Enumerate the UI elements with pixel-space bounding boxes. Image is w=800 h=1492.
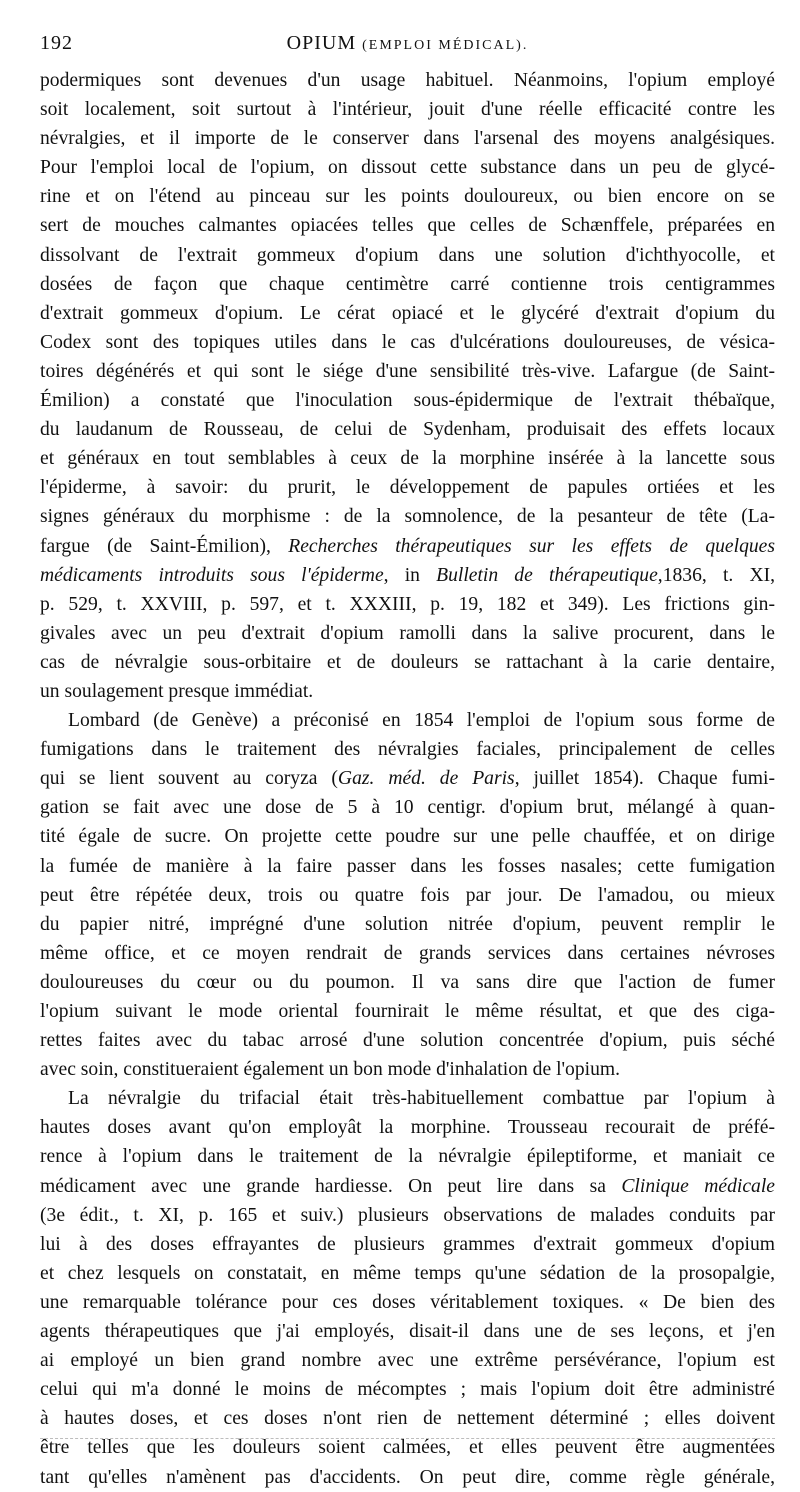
text-line: un soulagement presque immédiat. xyxy=(40,680,314,702)
text-line: peut être répétée deux, trois ou quatre fois par jour. De l'amadou, ou mieux xyxy=(40,884,775,906)
text-line: lui à des doses effrayantes de plusieurs grammes d'extrait gommeux d'opium xyxy=(40,1233,775,1255)
text-line: dissolvant de l'extrait gommeux d'opium dans une solution d'ichthyocolle, et xyxy=(40,244,775,266)
text-line: givales avec un peu d'extrait d'opium ramolli dans la salive procurent, dans le xyxy=(40,622,775,644)
text-line: névralgies, et il importe de le conserver dans l'arsenal des moyens analgésiques. xyxy=(40,128,775,150)
text-line: p. 529, t. XXVIII, p. 597, et t. XXXIII, p. 19, 182 et 349). Les frictions gin- xyxy=(40,593,775,615)
text-line: (3e édit., t. XI, p. 165 et suiv.) plusieurs observations de malades conduits par xyxy=(40,1204,775,1226)
text-line xyxy=(40,532,775,561)
text-line: l'épiderme, à savoir: du prurit, le développement de papules ortiées et les xyxy=(40,477,775,499)
text-line: d'extrait gommeux d'opium. Le cérat opiacé et le glycéré d'extrait d'opium du xyxy=(40,302,775,324)
text-line: celui qui m'a donné le moins de mécomptes ; mais l'opium doit être administré xyxy=(40,1379,775,1401)
text-line: Émilion) a constaté que l'inoculation sous-épidermique de l'extrait thébaïque, xyxy=(40,390,775,412)
text-line: agents thérapeutiques que j'ai employés, disait-il dans une de ses leçons, et j'en xyxy=(40,1321,775,1343)
text-run: ,1836, t. XI, xyxy=(657,564,776,586)
running-title-sub: (EMPLOI MÉDICAL). xyxy=(362,38,529,53)
citation-title: médicaments introduits sous l'épiderme xyxy=(40,564,384,586)
running-header xyxy=(40,32,775,60)
text-line xyxy=(40,1172,775,1201)
text-line: être telles que les douleurs soient calmées, et elles peuvent être augmentées xyxy=(40,1437,775,1459)
text-line: du papier nitré, imprégné d'une solution nitrée d'opium, peuvent remplir le xyxy=(40,913,775,935)
text-line: Lombard (de Genève) a préconisé en 1854 l'emploi de l'opium sous forme de xyxy=(68,710,775,732)
text-line: podermiques sont devenues d'un usage habituel. Néanmoins, l'opium employé xyxy=(40,70,775,91)
text-line: même office, et ce moyen rendrait de grands services dans certaines névroses xyxy=(40,942,775,964)
text-line: fumigations dans le traitement des névralgies faciales, principalement de celles xyxy=(40,739,775,761)
text-line xyxy=(40,561,775,590)
text-line: l'opium suivant le mode oriental fournirait le même résultat, et que des ciga- xyxy=(40,1001,775,1022)
text-line: sert de mouches calmantes opiacées telles que celles de Schænffele, préparées en xyxy=(40,215,775,237)
text-line: hautes doses avant qu'on employât la morphine. Trousseau recourait de préfé- xyxy=(40,1117,775,1139)
text-line: du laudanum de Rousseau, de celui de Sydenham, produisait des effets locaux xyxy=(40,419,775,441)
text-run: médicament avec une grande hardiesse. On peut lire dans sa xyxy=(40,1175,622,1197)
text-line: ai employé un bien grand nombre avec une extrême persévérance, l'opium est xyxy=(40,1350,775,1372)
text-line: à hautes doses, et ces doses n'ont rien de nettement déterminé ; elles doivent xyxy=(40,1408,775,1430)
text-line: rence à l'opium dans le traitement de la névralgie épileptiforme, et maniait ce xyxy=(40,1146,775,1168)
text-line: rettes faites avec du tabac arrosé d'une solution concentrée d'opium, puis séché xyxy=(40,1030,775,1052)
running-title xyxy=(40,32,775,55)
text-run: fargue (de Saint-Émilion), xyxy=(40,535,289,557)
text-line: et généraux en tout semblables à ceux de la morphine insérée à la lancette sous xyxy=(40,448,775,470)
page-number: 192 xyxy=(40,32,73,54)
journal-title: de Paris xyxy=(439,768,515,790)
text-run xyxy=(426,768,440,789)
text-line: tant qu'elles n'amènent pas d'accidents. On peut dire, comme règle générale, xyxy=(40,1466,775,1488)
text-run: , juillet 1854). Chaque fumi- xyxy=(514,768,775,790)
text-line: une remarquable tolérance pour ces doses véritablement toxiques. « De bien des xyxy=(40,1291,775,1313)
text-line: signes généraux du morphisme : de la somnolence, de la pesanteur de tête (La- xyxy=(40,506,775,528)
text-run: qui se lient souvent au coryza ( xyxy=(40,768,338,790)
journal-title: Bulletin de thérapeutique xyxy=(436,564,658,586)
journal-title: Gaz. méd. xyxy=(337,768,426,790)
text-line: Codex sont des topiques utiles dans le cas d'ulcérations douloureuses, de vésica- xyxy=(40,331,775,353)
text-line: douloureuses du cœur ou du poumon. Il va sans dire que l'action de fumer xyxy=(40,971,775,993)
citation-title: Recherches thérapeutiques sur les effets de quelques xyxy=(288,535,775,557)
text-line: cas de névralgie sous-orbitaire et de douleurs se rattachant à la carie dentaire, xyxy=(40,651,775,673)
text-line: rine et on l'étend au pinceau sur les points douloureux, ou bien encore on se xyxy=(40,186,775,208)
text-line xyxy=(40,764,775,793)
text-line: tité égale de sucre. On projette cette poudre sur une pelle chauffée, et on dirige xyxy=(40,826,775,848)
text-line: avec soin, constitueraient également un bon mode d'inhalation de l'opium. xyxy=(40,1059,621,1081)
text-line: toires dégénérés et qui sont le siége d'une sensibilité très-vive. Lafargue (de Saint- xyxy=(40,360,775,382)
text-line: gation se fait avec une dose de 5 à 10 centigr. d'opium brut, mélangé à quan- xyxy=(40,797,775,819)
body-text xyxy=(40,66,775,1492)
running-title-main: OPIUM xyxy=(286,32,357,54)
text-line: soit localement, soit surtout à l'intérieur, jouit d'une réelle efficacité contre les xyxy=(40,99,775,121)
text-line: la fumée de manière à la faire passer dans les fosses nasales; cette fumigation xyxy=(40,855,775,877)
book-title: Clinique médicale xyxy=(621,1175,775,1197)
footer-rule xyxy=(40,1438,775,1439)
text-run: , in xyxy=(383,564,437,586)
text-line: Pour l'emploi local de l'opium, on dissout cette substance dans un peu de glycé- xyxy=(40,157,775,179)
text-line: et chez lesquels on constatait, en même temps qu'une sédation de la prosopalgie, xyxy=(40,1262,775,1284)
text-line: dosées de façon que chaque centimètre carré contienne trois centigrammes xyxy=(40,273,775,295)
text-line: La névralgie du trifacial était très-habituellement combattue par l'opium à xyxy=(68,1088,775,1110)
